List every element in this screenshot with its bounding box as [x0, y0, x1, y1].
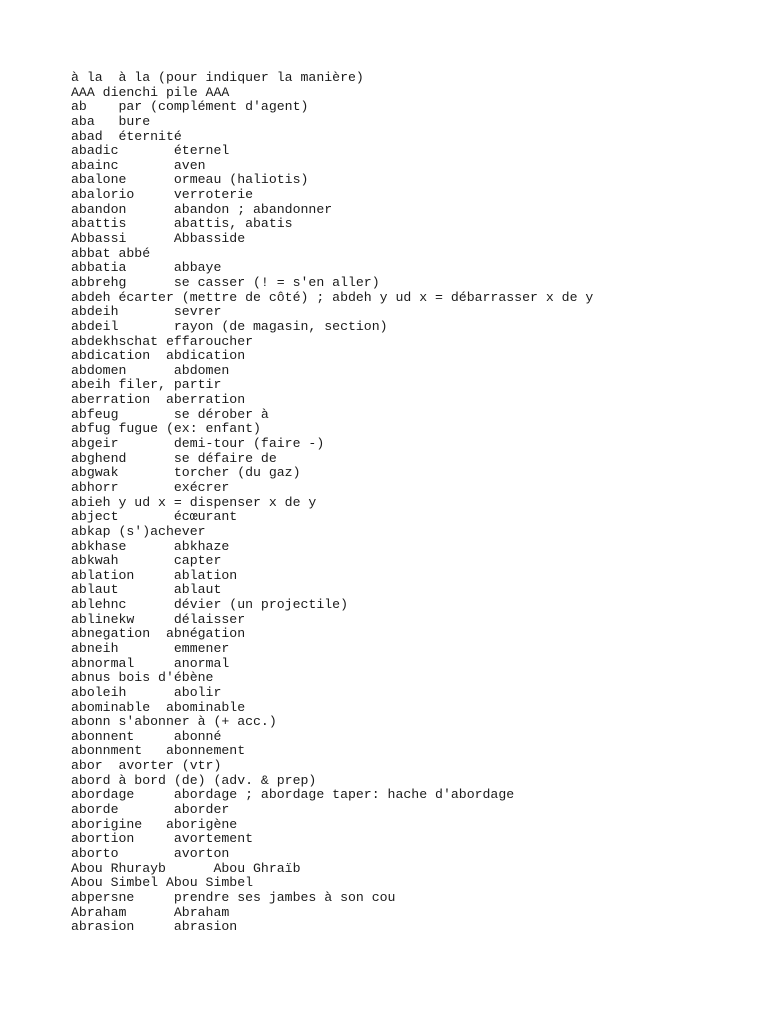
dictionary-entry: abadic éternel: [71, 143, 230, 159]
dictionary-entry: aborde aborder: [71, 802, 230, 818]
dictionary-entry: abonnent abonné: [71, 728, 222, 744]
dictionary-entry: abeih filer, partir: [71, 377, 222, 393]
dictionary-entry: Abou Rhurayb Abou Ghraïb: [71, 860, 301, 876]
dictionary-entry: abonnment abonnement: [71, 743, 246, 759]
dictionary-entry: abgeir demi-tour (faire -): [71, 436, 325, 452]
dictionary-entry: abdeil rayon (de magasin, section): [71, 318, 388, 334]
dictionary-entry: abfeug se dérober à: [71, 406, 269, 422]
dictionary-entry: abonn s'abonner à (+ acc.): [71, 714, 277, 730]
dictionary-entry: aberration aberration: [71, 392, 246, 408]
dictionary-entry: ablinekw délaisser: [71, 611, 246, 627]
dictionary-entry: Abou Simbel Abou Simbel: [71, 875, 254, 891]
dictionary-entry: abor avorter (vtr): [71, 758, 222, 774]
dictionary-entry: abfug fugue (ex: enfant): [71, 421, 261, 437]
dictionary-entry: ablaut ablaut: [71, 582, 222, 598]
dictionary-entry: aborigine aborigène: [71, 816, 238, 832]
dictionary-entry: abject écœurant: [71, 509, 238, 525]
dictionary-entry: ablation ablation: [71, 567, 238, 583]
dictionary-entry: abad éternité: [71, 128, 182, 144]
dictionary-entry: abandon abandon ; abandonner: [71, 201, 333, 217]
dictionary-entry: abnegation abnégation: [71, 626, 246, 642]
dictionary-entry: abdication abdication: [71, 348, 246, 364]
dictionary-entry: abnormal anormal: [71, 655, 230, 671]
dictionary-entry: aboleih abolir: [71, 684, 222, 700]
dictionary-entry: abdomen abdomen: [71, 362, 230, 378]
dictionary-entry: abordage abordage ; abordage taper: hache d'abordage: [71, 787, 515, 803]
dictionary-entry: aborto avorton: [71, 845, 230, 861]
dictionary-entry: abbat abbé: [71, 245, 151, 261]
dictionary-entry: abneih emmener: [71, 640, 230, 656]
dictionary-entry: abgwak torcher (du gaz): [71, 465, 301, 481]
dictionary-entry: abbrehg se casser (! = s'en aller): [71, 274, 380, 290]
dictionary-entry: ab par (complément d'agent): [71, 99, 309, 115]
dictionary-entry: abdeh écarter (mettre de côté) ; abdeh y ud x = débarrasser x de y: [71, 289, 594, 305]
dictionary-entry: abalone ormeau (haliotis): [71, 172, 309, 188]
dictionary-entry: à la à la (pour indiquer la manière): [71, 70, 364, 85]
dictionary-entry: abainc aven: [71, 157, 206, 173]
dictionary-entry: abominable abominable: [71, 699, 246, 715]
dictionary-entry: abattis abattis, abatis: [71, 216, 293, 232]
dictionary-entry: abghend se défaire de: [71, 450, 277, 466]
dictionary-entry: abdeih sevrer: [71, 304, 222, 320]
dictionary-entry: abieh y ud x = dispenser x de y: [71, 494, 317, 510]
dictionary-entry: aba bure: [71, 113, 151, 129]
dictionary-entry: abpersne prendre ses jambes à son cou: [71, 889, 396, 905]
dictionary-entry-list: [71, 71, 593, 935]
dictionary-entry: abkhase abkhaze: [71, 538, 230, 554]
dictionary-entry: abalorio verroterie: [71, 187, 254, 203]
dictionary-entry: abrasion abrasion: [71, 919, 238, 935]
dictionary-entry: AAA dienchi pile AAA: [71, 84, 230, 100]
dictionary-entry: abkwah capter: [71, 553, 222, 569]
dictionary-entry: abbatia abbaye: [71, 260, 222, 276]
dictionary-entry: abnus bois d'ébène: [71, 670, 214, 686]
dictionary-entry: abord à bord (de) (adv. & prep): [71, 772, 317, 788]
dictionary-entry: abhorr exécrer: [71, 479, 230, 495]
dictionary-entry: abortion avortement: [71, 831, 254, 847]
dictionary-entry: abkap (s')achever: [71, 523, 206, 539]
dictionary-entry: Abbassi Abbasside: [71, 231, 246, 247]
dictionary-entry: Abraham Abraham: [71, 904, 230, 920]
dictionary-entry: abdekhschat effaroucher: [71, 333, 254, 349]
dictionary-entry: ablehnc dévier (un projectile): [71, 597, 348, 613]
